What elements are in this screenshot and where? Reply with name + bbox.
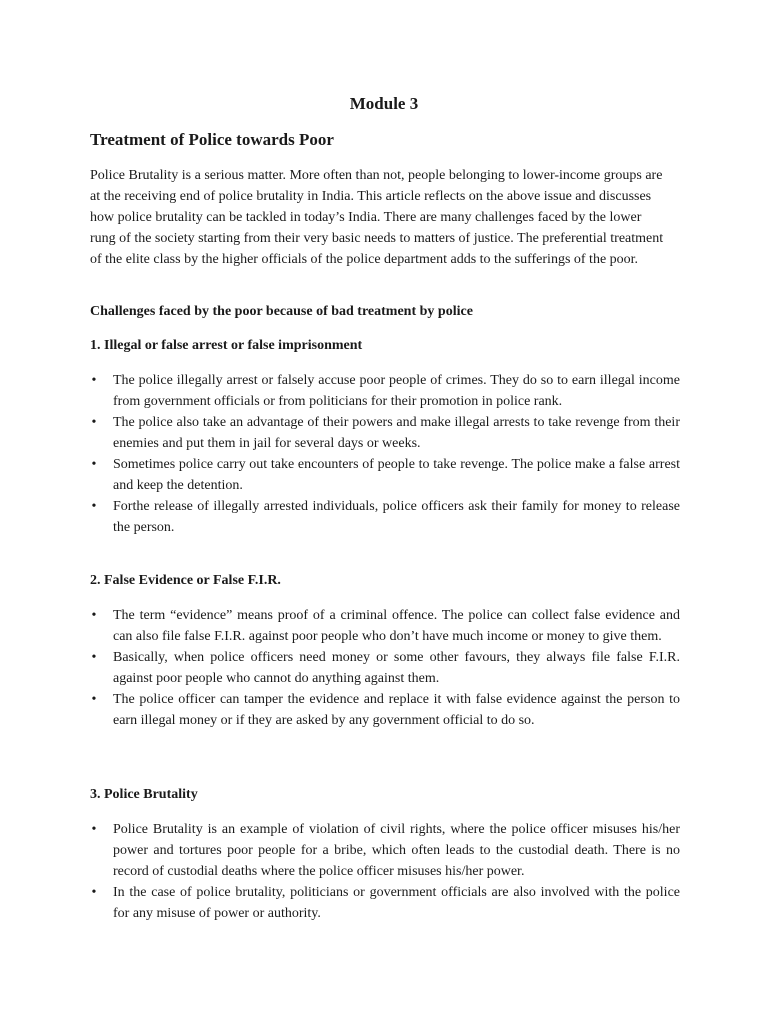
section-1-list [90, 370, 680, 538]
section-3-heading: 3. Police Brutality [90, 787, 198, 802]
page-title: Treatment of Police towards Poor [90, 130, 334, 149]
bullet-icon: • [91, 457, 97, 472]
list-item-text: Sometimes police carry out take encounters of people to take revenge. The police make a false arrest and keep the detention. [113, 457, 680, 493]
bullet-icon: • [91, 608, 97, 623]
list-item [90, 819, 680, 882]
list-item [90, 647, 680, 689]
section-3-list [90, 819, 680, 924]
bullet-icon: • [91, 415, 97, 430]
bullet-icon: • [91, 373, 97, 388]
list-item-text: Police Brutality is an example of violation of civil rights, where the police officer misuses his/her power and tortures poor people for a bribe, which often leads to the custodial death. There is no record of custodial deaths where the police officer misuses his/her power. [113, 822, 680, 879]
bullet-icon: • [91, 650, 97, 665]
list-item-text: Forthe release of illegally arrested individuals, police officers ask their family for money to release the person. [113, 499, 680, 535]
list-item-text: The police also take an advantage of their powers and make illegal arrests to take revenge from their enemies and put them in jail for several days or weeks. [113, 415, 680, 451]
list-item [90, 882, 680, 924]
list-item [90, 454, 680, 496]
list-item [90, 605, 680, 647]
section-1-heading: 1. Illegal or false arrest or false imprisonment [90, 338, 363, 353]
list-item-text: In the case of police brutality, politicians or government officials are also involved with the police for any misuse of power or authority. [113, 885, 680, 921]
bullet-icon: • [91, 692, 97, 707]
list-item [90, 496, 680, 538]
section-2-heading: 2. False Evidence or False F.I.R. [90, 573, 281, 588]
list-item-text: The police illegally arrest or falsely accuse poor people of crimes. They do so to earn illegal income from government officials or from politicians for their promotion in police rank. [113, 373, 680, 409]
bullet-icon: • [91, 822, 97, 837]
list-item [90, 370, 680, 412]
list-item [90, 689, 680, 731]
list-item-text: The police officer can tamper the evidence and replace it with false evidence against the person to earn illegal money or if they are asked by any government official to do so. [113, 692, 680, 728]
intro-paragraph: Police Brutality is a serious matter. More often than not, people belonging to lower-income groups are at the receiving end of police brutality in India. This article reflects on the above issue and discusses how police brutality can be tackled in today’s India. There are many challenges faced by the lower rung of the society starting from their very basic needs to matters of justice. The preferential treatment of the elite class by the higher officials of the police department adds to the sufferings of the poor. [90, 168, 664, 267]
challenges-heading: Challenges faced by the poor because of bad treatment by police [90, 304, 473, 319]
list-item-text: Basically, when police officers need money or some other favours, they always file false F.I.R. against poor people who cannot do anything against them. [113, 650, 680, 686]
bullet-icon: • [91, 885, 97, 900]
list-item [90, 412, 680, 454]
module-title: Module 3 [349, 94, 419, 113]
list-item-text: The term “evidence” means proof of a criminal offence. The police can collect false evidence and can also file false F.I.R. against poor people who don’t have much income or money to give them. [113, 608, 680, 644]
bullet-icon: • [91, 499, 97, 514]
section-2-list [90, 605, 680, 731]
